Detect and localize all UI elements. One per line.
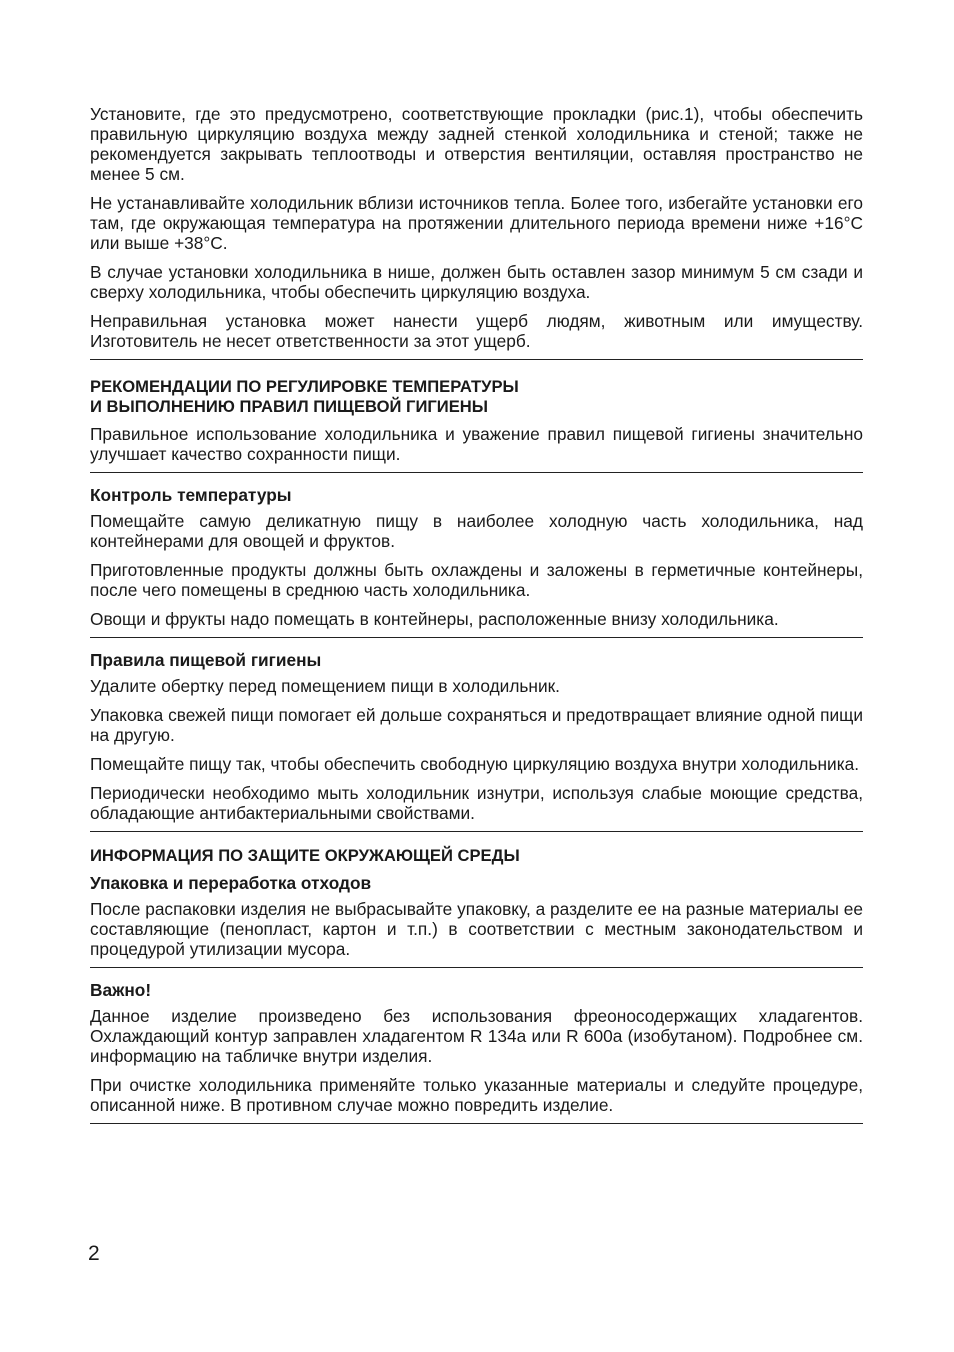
hygiene-paragraph-4: Периодически необходимо мыть холодильник изнутри, используя слабые моющие средства, обладающие антибактериальными свойствами. xyxy=(90,783,863,823)
temperature-paragraph-1: Помещайте самую деликатную пищу в наиболее холодную часть холодильника, над контейнерами для овощей и фруктов. xyxy=(90,511,863,551)
recommendations-heading xyxy=(90,377,863,417)
packaging-subheading: Упаковка и переработка отходов xyxy=(90,873,372,893)
hygiene-heading: Правила пищевой гигиены xyxy=(90,650,322,670)
recommendations-heading-line-1: РЕКОМЕНДАЦИИ ПО РЕГУЛИРОВКЕ ТЕМПЕРАТУРЫ xyxy=(90,377,519,396)
recommendations-paragraph-1: Правильное использование холодильника и уважение правил пищевой гигиены значительно улучшает качество сохранности пищи. xyxy=(90,424,863,464)
important-heading: Важно! xyxy=(90,980,152,1000)
section-divider xyxy=(90,472,863,473)
installation-paragraph-3: В случае установки холодильника в нише, должен быть оставлен зазор минимум 5 см сзади и сверху холодильника, чтобы обеспечить циркуляцию воздуха. xyxy=(90,262,863,302)
section-divider xyxy=(90,967,863,968)
temperature-heading: Контроль температуры xyxy=(90,485,292,505)
page-number: 2 xyxy=(88,1242,100,1265)
section-divider xyxy=(90,359,863,360)
section-divider xyxy=(90,637,863,638)
page-content xyxy=(90,104,863,1124)
temperature-paragraph-2: Приготовленные продукты должны быть охлаждены и заложены в герметичные контейнеры, после чего помещены в среднюю часть холодильника. xyxy=(90,560,863,600)
important-paragraph-2: При очистке холодильника применяйте только указанные материалы и следуйте процедуре, описанной ниже. В противном случае можно повредить изделие. xyxy=(90,1075,863,1115)
installation-paragraph-2: Не устанавливайте холодильник вблизи источников тепла. Более того, избегайте установки его там, где окружающая температура на протяжении длительного периода времени ниже +16°C или выше +38°C. xyxy=(90,193,863,253)
environment-heading: ИНФОРМАЦИЯ ПО ЗАЩИТЕ ОКРУЖАЮЩЕЙ СРЕДЫ xyxy=(90,846,520,865)
hygiene-paragraph-3: Помещайте пищу так, чтобы обеспечить свободную циркуляцию воздуха внутри холодильника. xyxy=(90,754,860,774)
temperature-paragraph-3: Овощи и фрукты надо помещать в контейнеры, расположенные внизу холодильника. xyxy=(90,609,779,629)
installation-paragraph-1: Установите, где это предусмотрено, соответствующие прокладки (рис.1), чтобы обеспечить правильную циркуляцию воздуха между задней стенкой холодильника и стеной; также не рекомендуется закрывать теплоотводы и отверстия вентиляции, оставляя пространство не менее 5 см. xyxy=(90,104,863,184)
section-divider xyxy=(90,1123,863,1124)
section-divider xyxy=(90,831,863,832)
environment-paragraph-1: После распаковки изделия не выбрасывайте упаковку, а разделите ее на разные материалы ее составляющие (пенопласт, картон и т.п.) в соответствии с местным законодательством и процедурой утилизации мусора. xyxy=(90,899,863,959)
hygiene-paragraph-2: Упаковка свежей пищи помогает ей дольше сохраняться и предотвращает влияние одной пищи на другую. xyxy=(90,705,863,745)
important-paragraph-1: Данное изделие произведено без использования фреоносодержащих хладагентов. Охлаждающий контур заправлен хладагентом R 134a или R 600a (изобутаном). Подробнее см. информацию на табличке внутри изделия. xyxy=(90,1006,863,1066)
recommendations-heading-line-2: И ВЫПОЛНЕНИЮ ПРАВИЛ ПИЩЕВОЙ ГИГИЕНЫ xyxy=(90,397,489,416)
installation-paragraph-4: Неправильная установка может нанести ущерб людям, животным или имуществу. Изготовитель не несет ответственности за этот ущерб. xyxy=(90,311,863,351)
hygiene-paragraph-1: Удалите обертку перед помещением пищи в холодильник. xyxy=(90,676,560,696)
